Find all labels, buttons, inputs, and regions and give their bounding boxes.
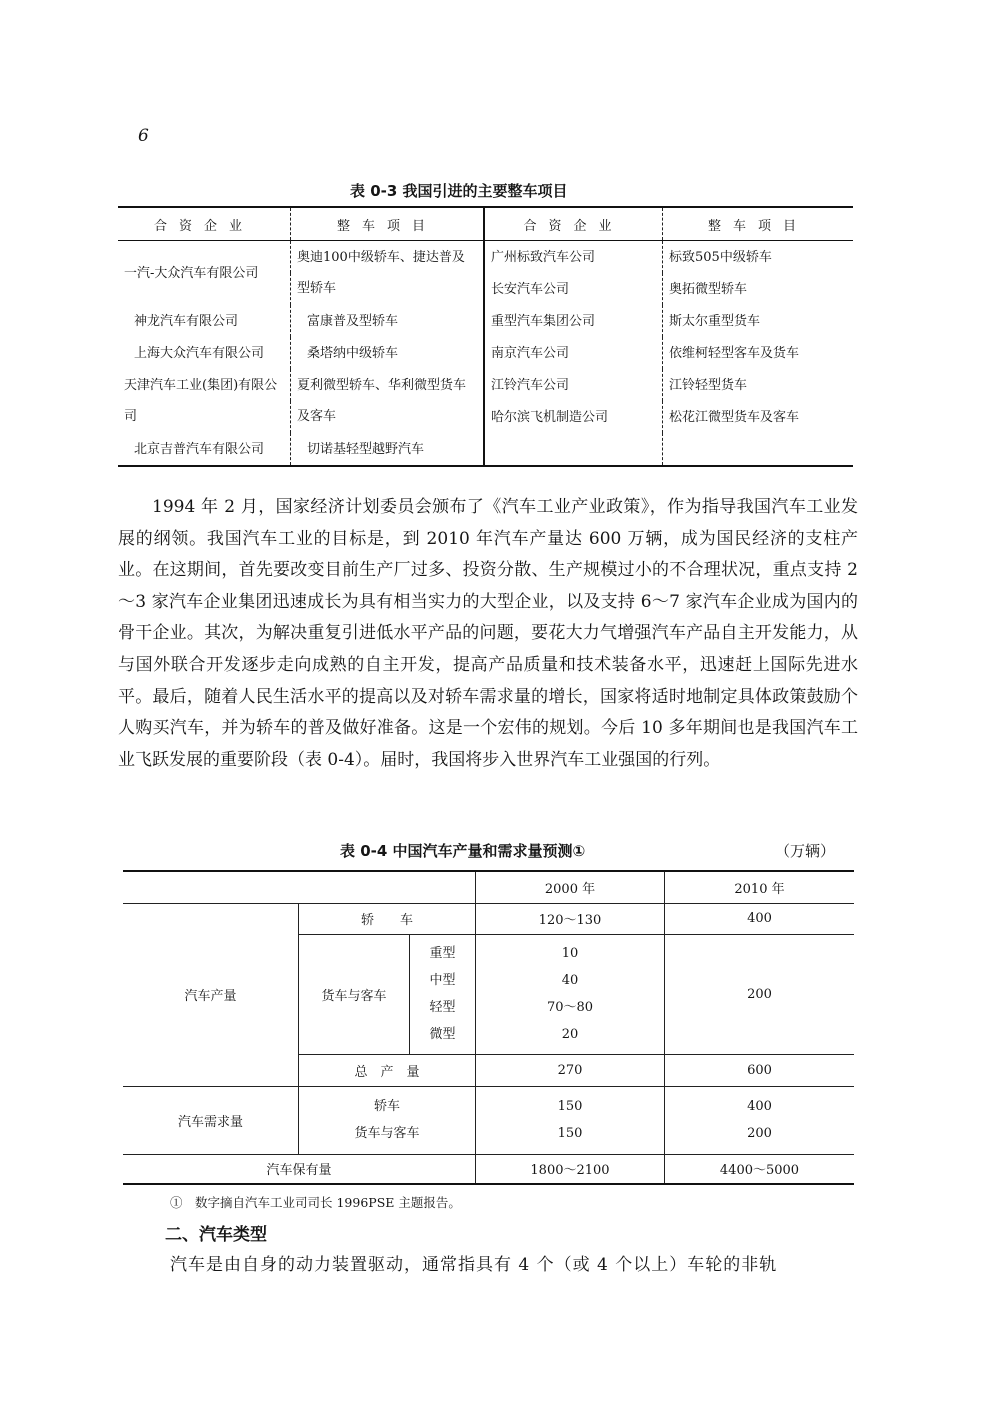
stock-2010: 4400～5000 xyxy=(665,1154,855,1184)
table-row xyxy=(118,337,853,369)
cell: 富康普及型轿车 xyxy=(291,305,485,337)
demand-value: 150 xyxy=(557,1126,583,1141)
cell: 斯太尔重型货车 xyxy=(663,305,854,337)
body-paragraph xyxy=(118,492,858,776)
table-row xyxy=(123,903,854,934)
truck-2010: 200 xyxy=(665,934,855,1054)
table-row xyxy=(118,433,853,466)
cell: 桑塔纳中级轿车 xyxy=(291,337,485,369)
table-row xyxy=(118,369,853,401)
table-header-row xyxy=(118,207,853,241)
cell: 北京吉普汽车有限公司 xyxy=(134,441,265,457)
cell: 松花江微型货车及客车 xyxy=(663,401,854,433)
demand-label: 汽车需求量 xyxy=(123,1086,299,1154)
truck-type: 微型 xyxy=(429,1027,456,1042)
cell xyxy=(484,433,663,466)
total-2010: 600 xyxy=(665,1054,855,1086)
table-0-3-caption: 表 0-3 我国引进的主要整车项目 xyxy=(350,182,568,200)
cell: 江铃汽车公司 xyxy=(484,369,663,401)
truck-value: 20 xyxy=(561,1027,579,1042)
truck-value: 10 xyxy=(561,946,579,961)
cell: 奥拓微型轿车 xyxy=(663,273,854,305)
cell: 夏利微型轿车、华利微型货车及客车 xyxy=(291,369,485,433)
cell: 长安汽车公司 xyxy=(484,273,663,305)
section-heading: 二、汽车类型 xyxy=(165,1225,267,1245)
cell: 江铃轻型货车 xyxy=(663,369,854,401)
cell xyxy=(663,433,854,466)
truck-value: 40 xyxy=(561,973,579,988)
col-header-project: 整车项目 xyxy=(291,207,485,241)
total-label: 总 产 量 xyxy=(299,1054,476,1086)
table-row xyxy=(123,1086,854,1154)
cell: 神龙汽车有限公司 xyxy=(134,313,239,329)
demand-items xyxy=(299,1086,476,1154)
body-last-line: 汽车是由自身的动力装置驱动，通常指具有 4 个（或 4 个以上）车轮的非轨 xyxy=(170,1255,778,1275)
truck-value: 70～80 xyxy=(546,1000,594,1015)
table-row xyxy=(123,1154,854,1184)
col-header-company: 合资企业 xyxy=(118,207,291,241)
header-blank xyxy=(123,871,476,903)
table-row xyxy=(118,305,853,337)
table-row xyxy=(118,241,853,274)
demand-value: 400 xyxy=(747,1099,772,1114)
total-2000: 270 xyxy=(476,1054,665,1086)
cell: 依维柯轻型客车及货车 xyxy=(663,337,854,369)
demand-item: 货车与客车 xyxy=(354,1126,420,1141)
truck-types xyxy=(410,934,476,1054)
cell: 上海大众汽车有限公司 xyxy=(134,345,265,361)
table-0-4-unit: （万辆） xyxy=(775,842,836,860)
cell: 一汽-大众汽车有限公司 xyxy=(124,265,259,281)
stock-label: 汽车保有量 xyxy=(123,1154,476,1184)
cell: 广州标致汽车公司 xyxy=(484,241,663,274)
truck-2000 xyxy=(476,934,665,1054)
truck-type: 重型 xyxy=(429,946,456,961)
cell: 南京汽车公司 xyxy=(484,337,663,369)
col-header-company-2: 合资企业 xyxy=(484,207,663,241)
truck-label: 货车与客车 xyxy=(299,934,410,1054)
cell: 天津汽车工业(集团)有限公司 xyxy=(124,378,278,424)
cell: 哈尔滨飞机制造公司 xyxy=(484,401,663,433)
table-header-row xyxy=(123,871,854,903)
demand-2010 xyxy=(665,1086,855,1154)
car-2010: 400 xyxy=(665,903,855,934)
table-0-4 xyxy=(123,870,854,1185)
demand-item: 轿车 xyxy=(373,1099,400,1114)
car-label: 轿 车 xyxy=(299,903,476,934)
demand-value: 150 xyxy=(557,1099,583,1114)
demand-2000 xyxy=(476,1086,665,1154)
table-0-4-caption: 表 0-4 中国汽车产量和需求量预测① xyxy=(340,842,586,860)
truck-type: 中型 xyxy=(429,973,456,988)
col-header-project-2: 整车项目 xyxy=(663,207,854,241)
footnote: ① 数字摘自汽车工业司司长 1996PSE 主题报告。 xyxy=(170,1195,461,1210)
stock-2000: 1800～2100 xyxy=(476,1154,665,1184)
body-text: 1994 年 2 月，国家经济计划委员会颁布了《汽车工业产业政策》，作为指导我国汽车工业发展的纲领。我国汽车工业的目标是，到 2010 年汽车产量达 600 万辆，成为国民经济的支柱产业。在这期间，首先要改变目前生产厂过多、投资分散、生产规模过小的不合理状况，重点支持 2～3 家汽车企业集团迅速成长为具有相当实力的大型企业，以及支持 6～7 家汽车企业成为国内的骨干企业。其次，为解决重复引进低水平产品的问题，要花大力气增强汽车产品自主开发能力，从与国外联合开发逐步走向成熟的自主开发，提高产品质量和技术装备水平，迅速赶上国际先进水平。最后，随着人民生活水平的提高以及对轿车需求量的增长，国家将适时地制定具体政策鼓励个人购买汽车，并为轿车的普及做好准备。这是一个宏伟的规划。今后 10 多年期间也是我国汽车工业飞跃发展的重要阶段（表 0-4）。届时，我国将步入世界汽车工业强国的行列。 xyxy=(118,497,858,770)
cell: 切诺基轻型越野汽车 xyxy=(291,433,485,466)
cell: 奥迪100中级轿车、捷达普及型轿车 xyxy=(291,241,485,306)
cell: 标致505中级轿车 xyxy=(663,241,854,274)
truck-type: 轻型 xyxy=(429,1000,456,1015)
col-header-2010: 2010 年 xyxy=(665,871,855,903)
production-label: 汽车产量 xyxy=(123,903,299,1086)
page-number: 6 xyxy=(138,126,149,146)
cell: 重型汽车集团公司 xyxy=(484,305,663,337)
table-0-3 xyxy=(118,206,853,467)
car-2000: 120～130 xyxy=(476,903,665,934)
col-header-2000: 2000 年 xyxy=(476,871,665,903)
demand-value: 200 xyxy=(747,1126,772,1141)
